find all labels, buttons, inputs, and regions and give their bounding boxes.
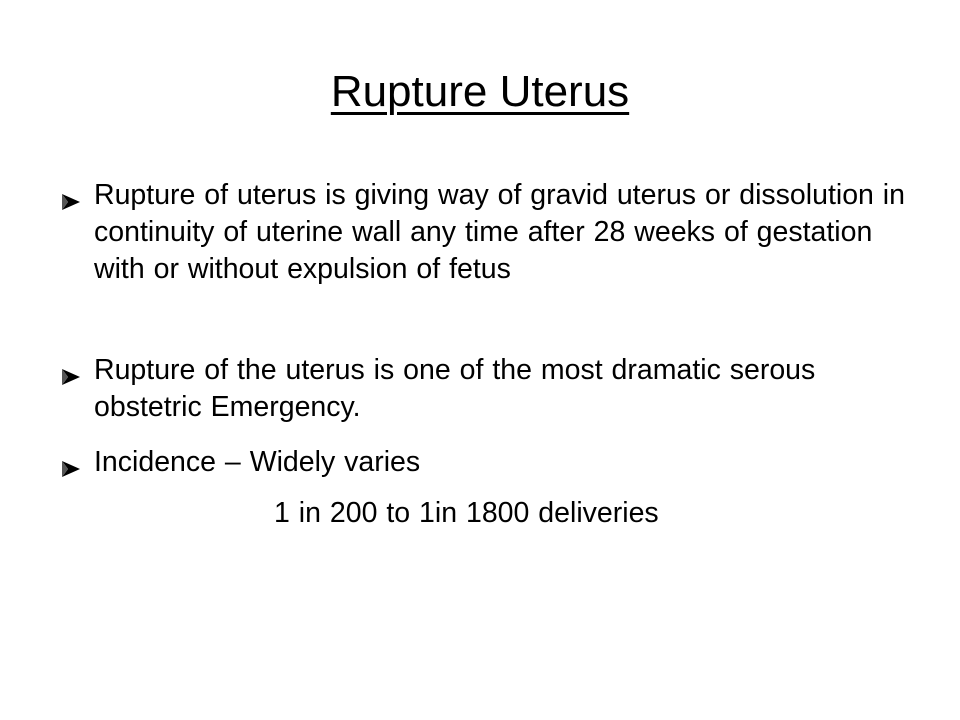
- incidence-range: 1 in 200 to 1in 1800 deliveries: [274, 497, 659, 529]
- bullet-list: [60, 177, 930, 532]
- arrow-bullet-icon: [60, 361, 82, 383]
- bullet-incidence: [60, 444, 930, 532]
- bullet-text: Incidence – Widely varies: [94, 446, 421, 478]
- bullet-text: Rupture of the uterus is one of the most dramatic serous obstetric Emergency.: [94, 354, 816, 423]
- arrow-bullet-icon: [60, 453, 82, 475]
- bullet-emergency: [60, 352, 930, 426]
- bullet-definition: [60, 177, 930, 288]
- slide-title: Rupture Uterus: [330, 67, 630, 116]
- bullet-text: Rupture of uterus is giving way of gravid uterus or dissolution in continuity of uterine wall any time after 28 weeks of gestation with or without expulsion of fetus: [94, 179, 905, 285]
- arrow-bullet-icon: [60, 186, 82, 208]
